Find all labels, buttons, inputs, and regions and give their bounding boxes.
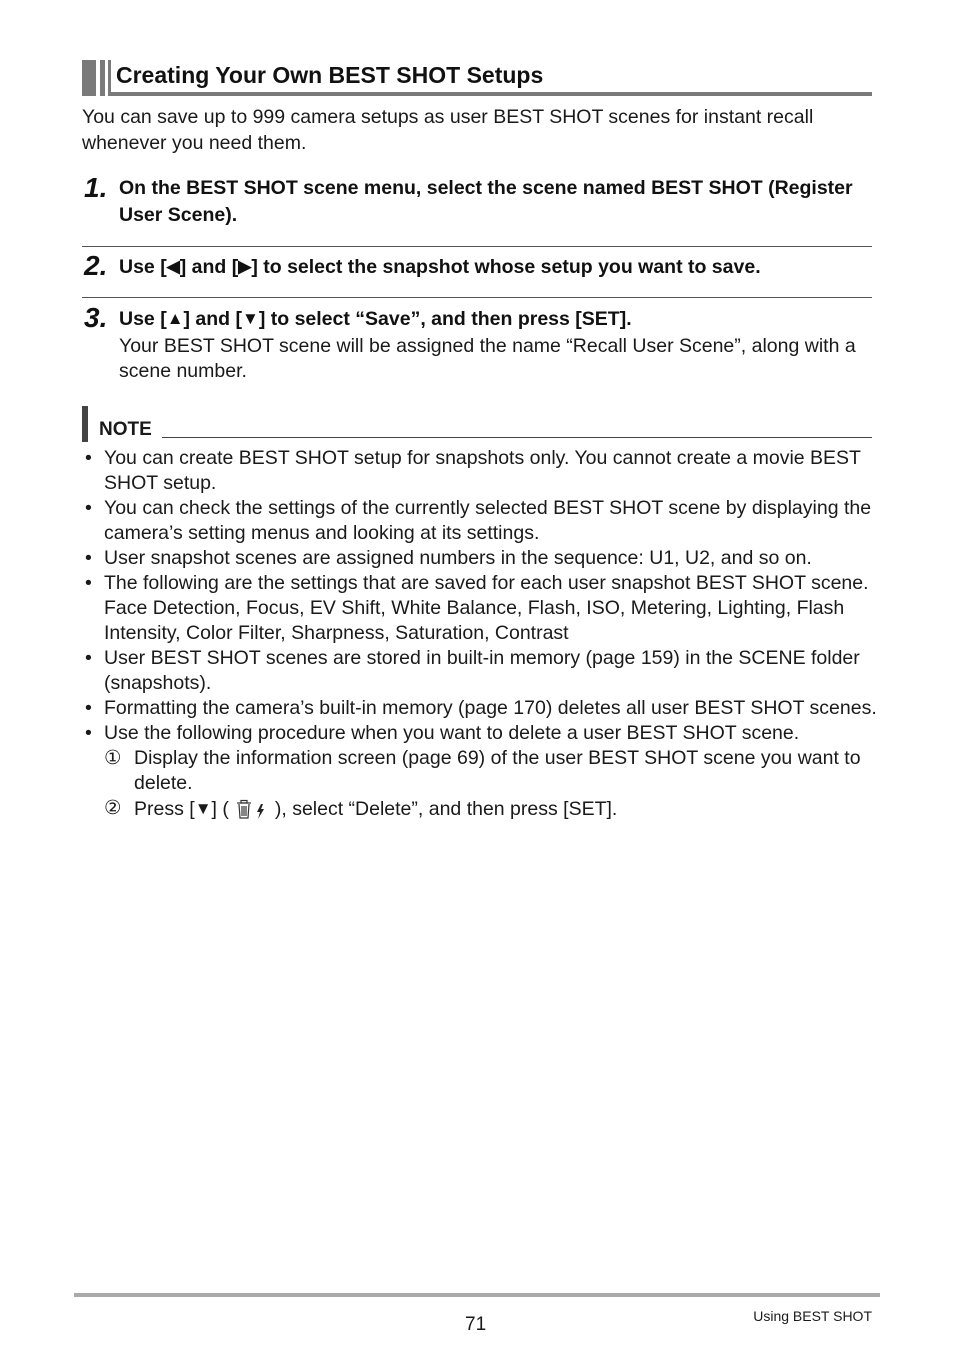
bullet-icon: •	[85, 497, 92, 519]
step-divider	[82, 246, 872, 247]
list-item: • You can create BEST SHOT setup for snapshots only. You cannot create a movie BEST SHOT setup.	[85, 447, 861, 494]
trash-flash-icon	[231, 798, 273, 820]
note-list	[82, 446, 877, 822]
section-heading	[82, 58, 872, 96]
step-divider	[82, 297, 872, 298]
saved-settings-list: Face Detection, Focus, EV Shift, White Balance, Flash, ISO, Metering, Lighting, Flash Intensity, Color Filter, Sharpness, Saturation, Contrast	[104, 597, 845, 644]
right-arrow-icon: ▶	[238, 257, 252, 276]
up-arrow-icon: ▲	[166, 309, 184, 328]
heading-bar-decoration	[82, 60, 96, 96]
circled-two-icon: ②	[104, 797, 122, 819]
step-number: 1.	[84, 172, 108, 203]
step-2-text: Use [◀] and [▶] to select the snapshot whose setup you want to save.	[119, 256, 761, 278]
footer-divider	[74, 1293, 880, 1297]
down-arrow-icon: ▼	[194, 799, 212, 818]
bullet-icon: •	[85, 647, 92, 669]
left-arrow-icon: ◀	[166, 257, 180, 276]
procedure-step-2: ② Press [▼] ( ), select “Delete”, and then press [SET].	[104, 797, 618, 820]
down-arrow-icon: ▼	[242, 309, 259, 328]
list-item: • Use the following procedure when you want to delete a user BEST SHOT scene.	[85, 722, 800, 744]
footer-section-label: Using BEST SHOT	[753, 1308, 872, 1324]
step-3-text: Use [▲] and [▼] to select “Save”, and then press [SET].	[119, 308, 632, 330]
bullet-icon: •	[85, 722, 92, 744]
bullet-icon: •	[85, 547, 92, 569]
page-number: 71	[465, 1314, 487, 1335]
list-item: • User BEST SHOT scenes are stored in built-in memory (page 159) in the SCENE folder (snapshots).	[85, 647, 860, 694]
step-1-text: On the BEST SHOT scene menu, select the scene named BEST SHOT (Register User Scene).	[119, 177, 853, 226]
list-item: • The following are the settings that are saved for each user snapshot BEST SHOT scene.	[85, 572, 869, 594]
note-label: NOTE	[99, 419, 152, 440]
list-item: • Formatting the camera’s built-in memory (page 170) deletes all user BEST SHOT scenes.	[85, 697, 877, 719]
step-number: 2.	[84, 250, 108, 281]
step-number: 3.	[84, 302, 108, 333]
list-item: • You can check the settings of the currently selected BEST SHOT scene by displaying the camera’s setting menus and looking at its settings.	[85, 497, 872, 544]
note-divider	[162, 437, 872, 438]
list-item: • User snapshot scenes are assigned numbers in the sequence: U1, U2, and so on.	[85, 547, 812, 569]
heading-underline	[110, 92, 872, 96]
bullet-icon: •	[85, 572, 92, 594]
note-bar-decoration	[82, 406, 88, 442]
step-3-description: Your BEST SHOT scene will be assigned the name “Recall User Scene”, along with a scene number.	[119, 335, 856, 382]
intro-paragraph: You can save up to 999 camera setups as user BEST SHOT scenes for instant recall whenever you need them.	[82, 106, 814, 154]
procedure-step-1: ① Display the information screen (page 69) of the user BEST SHOT scene you want to delete.	[104, 747, 861, 794]
bullet-icon: •	[85, 447, 92, 469]
page-title: Creating Your Own BEST SHOT Setups	[116, 62, 544, 88]
circled-one-icon: ①	[104, 747, 122, 769]
bullet-icon: •	[85, 697, 92, 719]
heading-bar-gap	[105, 60, 108, 96]
